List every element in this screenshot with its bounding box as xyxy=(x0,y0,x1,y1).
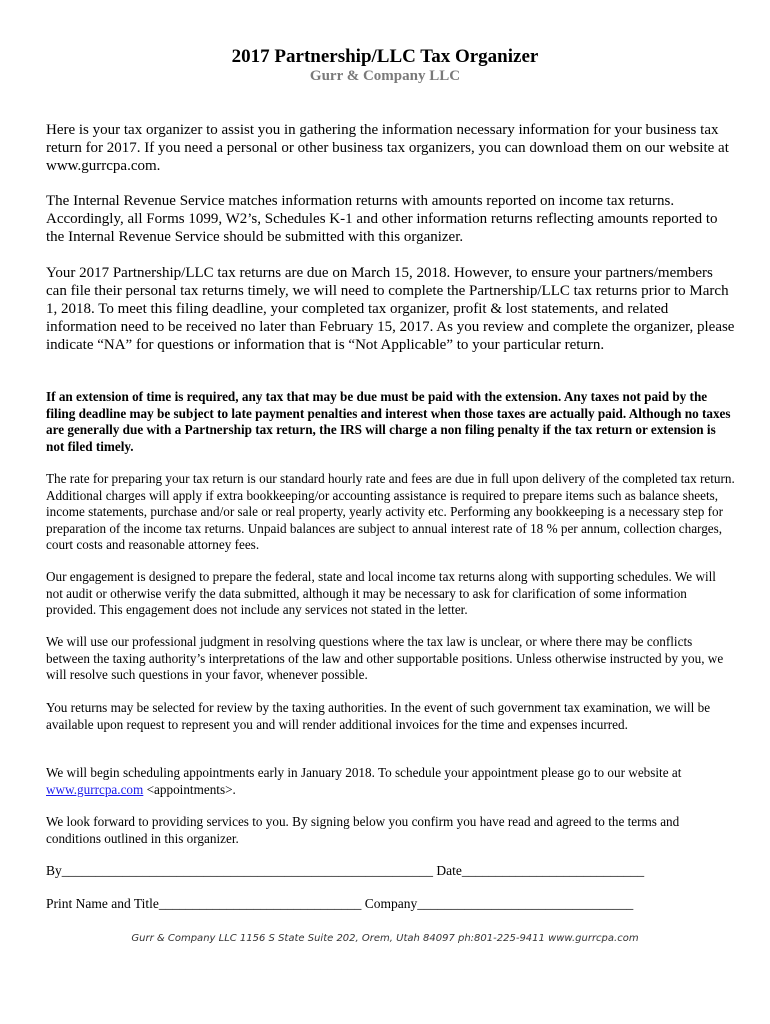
company-label: Company xyxy=(364,896,418,911)
extension-paragraph: If an extension of time is required, any tax that may be due must be paid with the extension. Any taxes not paid by the filing deadline may be subject to late payment penalties and interest when those taxes are actually paid. Although no taxes are generally due with a Partnership tax return, the IRS will charge a non filing penalty if the tax return or extension is not filed timely. xyxy=(46,389,731,454)
company-line[interactable]: ________________________________ xyxy=(417,896,634,911)
name-company-row xyxy=(46,896,736,912)
appointments-paragraph xyxy=(46,765,736,798)
date-label: Date xyxy=(436,863,462,878)
footer-contact: Gurr & Company LLC 1156 S State Suite 202, Orem, Utah 84097 ph:801-225-9411 www.gurrcpa.com xyxy=(131,933,639,944)
date-line[interactable]: ___________________________ xyxy=(461,863,645,878)
appointments-text: We will begin scheduling appointments early in January 2018. To schedule your appointment please go to our website at xyxy=(46,765,682,780)
page-title: 2017 Partnership/LLC Tax Organizer xyxy=(231,46,539,67)
irs-paragraph: The Internal Revenue Service matches information returns with amounts reported on income tax returns. Accordingly, all Forms 1099, W2’s, Schedules K-1 and other information returns reflecting amounts reported to the Internal Revenue Service should be submitted with this organizer. xyxy=(46,193,718,245)
print-name-label: Print Name and Title xyxy=(46,896,159,911)
by-label: By xyxy=(46,863,62,878)
website-link[interactable]: www.gurrcpa.com xyxy=(46,781,144,797)
review-paragraph: You returns may be selected for review by the taxing authorities. In the event of such government tax examination, we will be available upon request to represent you and will render additional invoices for the time and expenses incurred. xyxy=(46,700,711,732)
closing-paragraph: We look forward to providing services to you. By signing below you confirm you have read and agreed to the terms and conditions outlined in this organizer. xyxy=(46,814,680,846)
company-subtitle: Gurr & Company LLC xyxy=(309,68,461,84)
by-signature-line[interactable]: _______________________________________________________ xyxy=(61,863,434,878)
due-date-paragraph: Your 2017 Partnership/LLC tax returns are due on March 15, 2018. However, to ensure your partners/members can file their personal tax returns timely, we will need to complete the Partnership/LLC tax returns prior to March 1, 2018. To meet this filing deadline, your completed tax organizer, profit & lost statements, and related information need to be received no later than February 15, 2017. As you review and complete the organizer, please indicate “NA” for questions or information that is “Not Applicable” to your particular return. xyxy=(46,265,735,353)
signature-row xyxy=(46,863,736,879)
print-name-line[interactable]: ______________________________ xyxy=(158,896,362,911)
intro-paragraph: Here is your tax organizer to assist you in gathering the information necessary information for your business tax return for 2017. If you need a personal or other business tax organizers, you can download them on our website at www.gurrcpa.com. xyxy=(46,122,729,174)
judgment-paragraph: We will use our professional judgment in resolving questions where the tax law is unclear, or where there may be conflicts between the taxing authority’s interpretations of the law and other supportable positions. Unless otherwise instructed by you, we will resolve such questions in your favor, whenever possible. xyxy=(46,634,724,682)
rate-paragraph: The rate for preparing your tax return is our standard hourly rate and fees are due in full upon delivery of the completed tax return. Additional charges will apply if extra bookkeeping/or accounting assistance is required to prepare items such as balance sheets, income statements, purchase and/or sale or real property, yearly activity etc. Performing any bookkeeping is a necessary step for preparation of the income tax returns. Unpaid balances are subject to annual interest rate of 18 % per annum, collection charges, court costs and reasonable attorney fees. xyxy=(46,471,735,552)
appointments-suffix: <appointments>. xyxy=(143,781,236,797)
engagement-paragraph: Our engagement is designed to prepare the federal, state and local income tax returns along with supporting schedules. We will not audit or otherwise verify the data submitted, although it may be necessary to ask for clarification of some information provided. This engagement does not include any services not stated in the letter. xyxy=(46,569,716,617)
